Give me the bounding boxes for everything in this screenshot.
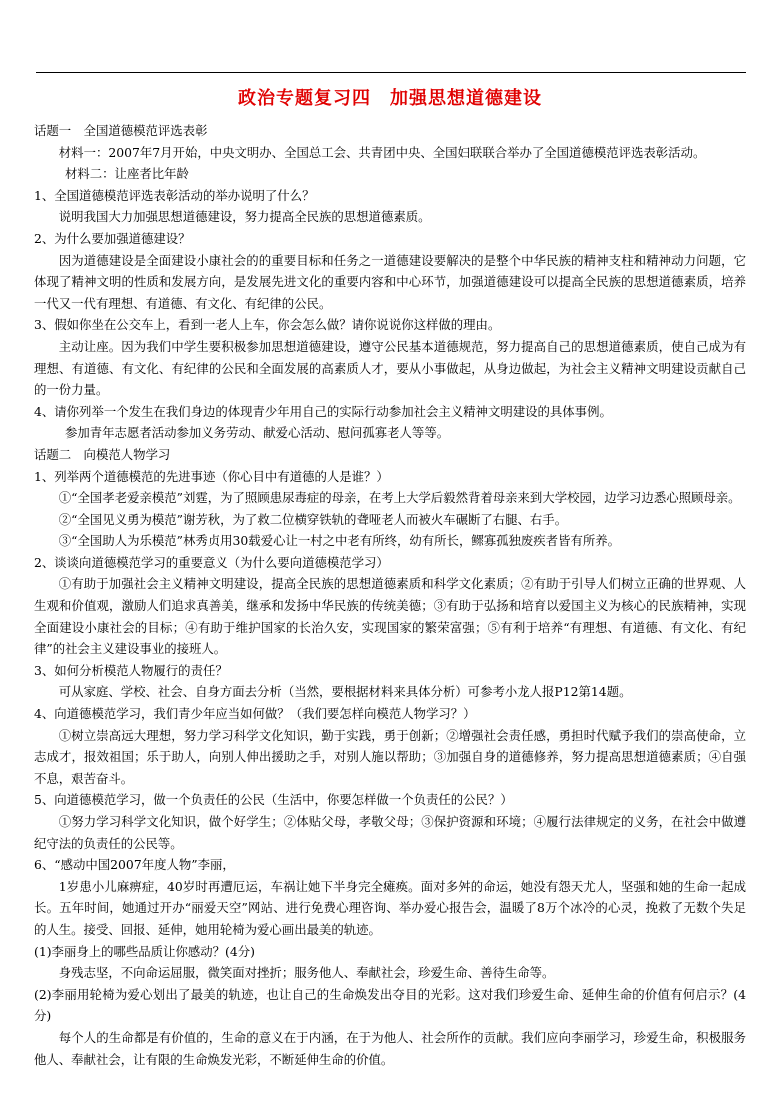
text-line: (2)李丽用轮椅为爱心划出了最美的轨迹，也让自己的生命焕发出夺目的光彩。这对我们珍爱生命、延伸生命的价值有何启示？(4分) bbox=[34, 986, 746, 1024]
text-line: 5、向道德模范学习，做一个负责任的公民（生活中，你要怎样做一个负责任的公民？） bbox=[34, 792, 513, 808]
text-line: 3、如何分析模范人物履行的责任？ bbox=[34, 662, 228, 678]
text-line: 4、向道德模范学习，我们青少年应当如何做？（我们要怎样向模范人物学习？） bbox=[34, 706, 476, 722]
text-line: 3、假如你坐在公交车上，看到一老人上车，你会怎么做？请你说说你这样做的理由。 bbox=[34, 317, 501, 333]
text-line: ①“全国孝老爱亲模范”刘霆，为了照顾患尿毒症的母亲，在考上大学后毅然背着母亲来到大学校园，边学习边悉心照顾母亲。 bbox=[58, 490, 741, 506]
text-line: ①有助于加强社会主义精神文明建设，提高全民族的思想道德素质和科学文化素质；②有助于引导人们树立正确的世界观、人生观和价值观，激励人们追求真善美，继承和发扬中华民族的传统美德；③有助于弘扬和培育以爱国主义为核心的民族精神，实现全面建设小康社会的目标；④有助于维护国家的长治久安，实现国家的繁荣富强；⑤有利于培养“有理想、有道德、有文化、有纪律”的社会主义建设事业的接班人。 bbox=[34, 576, 746, 657]
text-line: 2、为什么要加强道德建设？ bbox=[34, 230, 191, 246]
text-line: 因为道德建设是全面建设小康社会的的重要目标和任务之一道德建设要解决的是整个中华民族的精神支柱和精神动力问题，它体现了精神文明的性质和发展方向，是发展先进文化的重要内容和中心环节，加强道德建设可以提高全民族的思想道德素质，培养一代又一代有理想、有道德、有文化、有纪律的公民。 bbox=[34, 252, 746, 311]
text-line: 说明我国大力加强思想道德建设，努力提高全民族的思想道德素质。 bbox=[58, 209, 431, 225]
top-rule bbox=[36, 72, 746, 73]
text-line: 材料二：让座者比年龄 bbox=[65, 166, 189, 182]
page-title: 政治专题复习四 加强思想道德建设 bbox=[238, 88, 542, 109]
text-line: 1、全国道德模范评选表彰活动的举办说明了什么？ bbox=[34, 187, 315, 203]
text-line: 1、列举两个道德模范的先进事迹（你心目中有道德的人是谁？） bbox=[34, 468, 389, 484]
text-line: ①树立崇高远大理想，努力学习科学文化知识，勤于实践，勇于创新；②增强社会责任感，勇担时代赋予我们的崇高使命，立志成才，报效祖国；乐于助人，向别人伸出援助之手，对别人施以帮助；③加强自身的道德修养，努力提高思想道德素质；④自强不息，艰苦奋斗。 bbox=[34, 727, 746, 786]
text-line: ②“全国见义勇为模范”谢芳秋，为了救二位横穿铁轨的聋哑老人而被火车碾断了右腿、右手。 bbox=[58, 511, 568, 527]
text-line: 话题二 向模范人物学习 bbox=[34, 446, 171, 462]
text-line: (1)李丽身上的哪些品质让你感动？(4分) bbox=[34, 943, 255, 959]
text-line: 身残志坚，不向命运屈服，微笑面对挫折；服务他人、奉献社会，珍爱生命、善待生命等。 bbox=[58, 965, 555, 981]
text-line: 1岁患小儿麻痹症，40岁时再遭厄运，车祸让她下半身完全瘫痪。面对多舛的命运，她没有怨天尤人，坚强和她的生命一起成长。五年时间，她通过开办“丽爱天空”网站、进行免费心理咨询、举办爱心报告会，温暖了8万个冰冷的心灵，挽救了无数个失足的人生。接受、回报、延伸，她用轮椅为爱心画出最美的轨迹。 bbox=[34, 878, 746, 937]
text-line: 参加青年志愿者活动参加义务劳动、献爱心活动、慰问孤寡老人等等。 bbox=[65, 425, 450, 441]
document-body bbox=[34, 120, 746, 1070]
text-line: 6、“感动中国2007年度人物”李丽， bbox=[34, 857, 235, 873]
text-line: 话题一 全国道德模范评选表彰 bbox=[34, 123, 208, 138]
text-line: 主动让座。因为我们中学生要积极参加思想道德建设，遵守公民基本道德规范，努力提高自己的思想道德素质，使自己成为有理想、有道德、有文化、有纪律的公民和全面发展的高素质人才，要从小事做起，从身边做起，为社会主义精神文明建设贡献自己的一份力量。 bbox=[34, 338, 746, 398]
text-line: 4、请你列举一个发生在我们身边的体现青少年用自己的实际行动参加社会主义精神文明建设的具体事例。 bbox=[34, 403, 612, 419]
text-line: ①努力学习科学文化知识，做个好学生；②体贴父母，孝敬父母；③保护资源和环境；④履行法律规定的义务，在社会中做遵纪守法的负责任的公民等。 bbox=[34, 814, 746, 851]
text-line: ③“全国助人为乐模范”林秀贞用30载爱心让一村之中老有所终，幼有所长，鳏寡孤独废疾者皆有所养。 bbox=[58, 533, 621, 549]
text-line: 材料一：2007年7月开始，中央文明办、全国总工会、共青团中央、全国妇联联合举办了全国道德模范评选表彰活动。 bbox=[58, 144, 706, 160]
text-line: 可从家庭、学校、社会、自身方面去分析（当然，要根据材料来具体分析）可参考小龙人报P12第14题。 bbox=[58, 684, 632, 700]
text-line: 2、谈谈向道德模范学习的重要意义（为什么要向道德模范学习） bbox=[34, 554, 389, 570]
text-line: 每个人的生命都是有价值的，生命的意义在于内涵，在于为他人、社会所作的贡献。我们应向李丽学习，珍爱生命，积极服务他人、奉献社会，让有限的生命焕发光彩，不断延伸生命的价值。 bbox=[34, 1029, 746, 1067]
